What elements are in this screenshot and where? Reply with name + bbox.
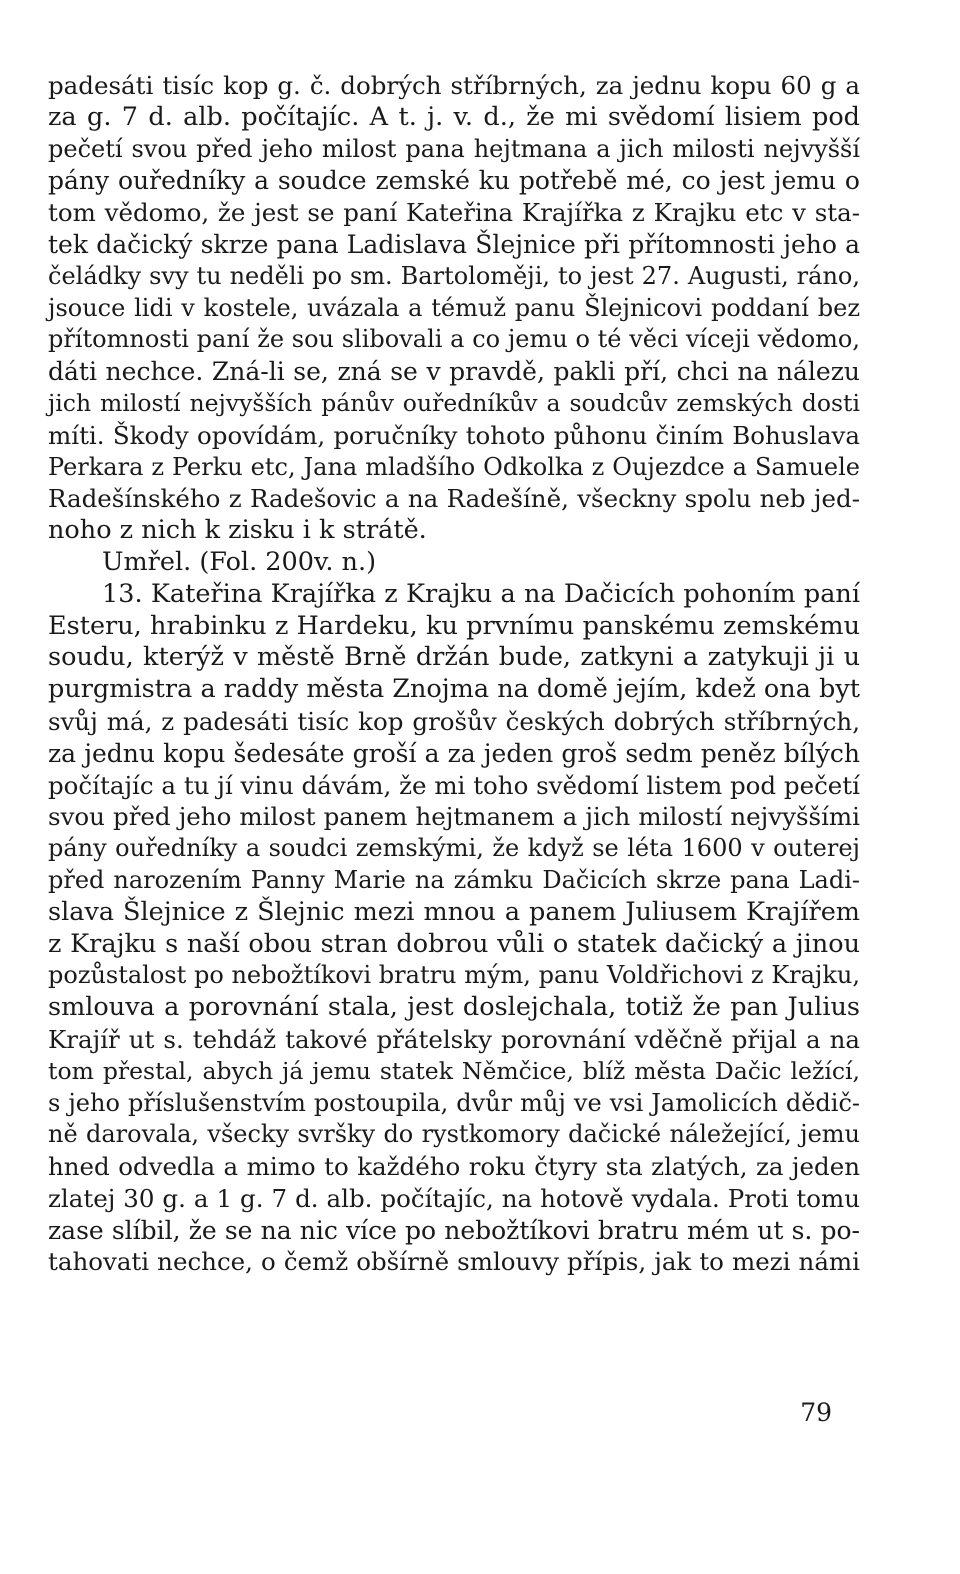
text-line: svůj má, z padesáti tisíc kop grošův českých dobrých stříbrných,	[48, 706, 860, 736]
text-line: ně darovala, všecky svršky do rystkomory dačické náležející, jemu	[48, 1120, 860, 1149]
text-line: pány ouředníky a soudce zemské ku potřebě mé, co jest jemu o	[48, 166, 860, 196]
text-line: 13. Kateřina Krajířka z Krajku a na Dačicích pohoním paní	[102, 578, 860, 609]
page-number: 79	[800, 1398, 832, 1427]
text-line: svou před jeho milost panem hejtmanem a jich milostí nejvyššími	[48, 802, 860, 832]
page-text	[48, 70, 860, 1278]
text-line: padesáti tisíc kop g. č. dobrých stříbrných, za jednu kopu 60 g a	[48, 71, 860, 100]
text-line: čeládky svy tu neděli po sm. Bartoloměji, to jest 27. Augusti, ráno,	[48, 261, 860, 290]
text-line: smlouva a porovnání stala, jest doslejchala, totiž že pan Julius	[48, 992, 860, 1023]
text-line: Perkara z Perku etc, Jana mladšího Odkolka z Oujezdce a Samuele	[48, 452, 860, 481]
text-line: míti. Škody opovídám, poručníky tohoto půhonu činím Bohuslava	[48, 420, 860, 450]
text-line: tahovati nechce, o čemž obšírně smlouvy přípis, jak to mezi námi	[48, 1247, 860, 1277]
text-line: zlatej 30 g. a 1 g. 7 d. alb. počítajíc, na hotově vydala. Proti tomu	[48, 1183, 860, 1213]
text-line: Esteru, hrabinku z Hardeku, ku prvnímu panskému zemskému	[48, 610, 860, 641]
text-line: před narozením Panny Marie na zámku Dačicích skrze pana Ladi-	[48, 865, 860, 894]
text-line: slava Šlejnice z Šlejnic mezi mnou a panem Juliusem Krajířem	[48, 896, 860, 927]
text-line: tek dačický skrze pana Ladislava Šlejnice při přítomnosti jeho a	[48, 229, 860, 259]
text-line: pozůstalost po nebožtíkovi bratru mým, panu Voldřichovi z Krajku,	[48, 961, 860, 990]
text-line: z Krajku s naší obou stran dobrou vůli o statek dačický a jinou	[48, 928, 860, 959]
text-line: pečetí svou před jeho milost pana hejtmana a jich milosti nejvyšší	[48, 134, 860, 163]
text-line: purgmistra a raddy města Znojma na domě jejím, kdež ona byt	[48, 674, 860, 705]
text-line: s jeho příslušenstvím postoupila, dvůr můj ve vsi Jamolicích dědič-	[48, 1088, 860, 1117]
text-line: jsouce lidi v kostele, uvázala a témuž panu Šlejnicovi poddaní bez	[48, 293, 860, 322]
text-line: Radešínského z Radešovic a na Radešíně, všeckny spolu neb jed-	[48, 484, 860, 514]
text-line: za g. 7 d. alb. počítajíc. A t. j. v. d., že mi svědomí lisiem pod	[48, 101, 860, 132]
text-line: soudu, kterýž v městě Brně držán bude, zatkyni a zatykuji ji u	[48, 642, 860, 673]
text-line: tom vědomo, že jest se paní Kateřina Krajířka z Krajku etc v sta-	[48, 198, 860, 228]
text-line: Umřel. (Fol. 200v. n.)	[102, 546, 377, 577]
text-line: tom přestal, abych já jemu statek Němčice, blíž města Dačic ležící,	[48, 1056, 860, 1085]
text-line: dáti nechce. Zná-li se, zná se v pravdě, pakli pří, chci na nálezu	[48, 357, 860, 387]
text-line: jich milostí nejvyšších pánův ouředníkův a soudcův zemských dosti	[48, 388, 860, 417]
text-line: za jednu kopu šedesáte groší a za jeden groš sedm peněz bílých	[48, 738, 860, 768]
text-line: přítomnosti paní že sou slibovali a co jemu o té věci víceji vědomo,	[48, 325, 860, 354]
text-line: zase slíbil, že se na nic více po nebožtíkovi bratru mém ut s. po-	[48, 1215, 860, 1245]
text-line: noho z nich k zisku i k strátě.	[48, 515, 427, 546]
text-line: hned odvedla a mimo to každého roku čtyry sta zlatých, za jeden	[48, 1152, 860, 1182]
text-line: Krajíř ut s. tehdáž takové přátelsky porovnání vděčně přijal a na	[48, 1024, 860, 1054]
text-line: počítajíc a tu jí vinu dávám, že mi toho svědomí listem pod pečetí	[48, 770, 860, 800]
text-line: pány ouředníky a soudci zemskými, že když se léta 1600 v outerej	[48, 834, 860, 863]
